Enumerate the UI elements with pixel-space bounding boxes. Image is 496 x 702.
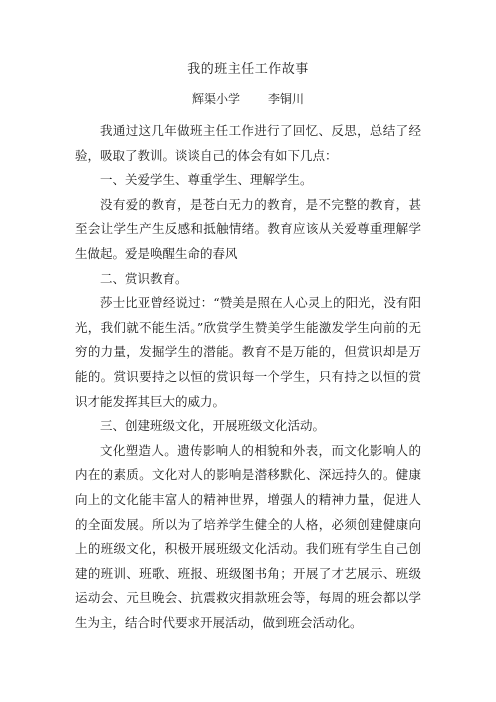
intro-paragraph: 我通过这几年做班主任工作进行了回忆、反思，总结了经验，吸取了教训。谈谈自己的体会有如下几点： <box>75 123 421 163</box>
section-paragraph-1: 没有爱的教育，是苍白无力的教育，是不完整的教育，甚至会让学生产生反感和抵触情绪。教育应该从关爱尊重理解学生做起。爱是唤醒生命的春风 <box>75 196 421 261</box>
section-paragraph-3: 文化塑造人。遗传影响人的相貌和外表，而文化影响人的内在的素质。文化对人的影响是潜移默化、深远持久的。健康向上的文化能丰富人的精神世界，增强人的精神力量，促进人的全面发展。所以为了培养学生健全的人格，必须创建健康向上的班级文化，积极开展班级文化活动。我们班有学生自己创建的班训、班歌、班报、班级图书角；开展了才艺展示、班级运动会、元旦晚会、抗震救灾捐款班会等，每周的班会都以学生为主，结合时代要求开展活动，做到班会活动化。 <box>75 442 421 630</box>
section-heading-2: 二、赏识教育。 <box>100 270 188 286</box>
section-heading-3: 三、创建班级文化，开展班级文化活动。 <box>100 418 326 434</box>
author-name: 李铜川 <box>268 92 305 106</box>
section-heading-1: 一、关爱学生、尊重学生、理解学生。 <box>100 172 313 188</box>
author-school: 辉渠小学 <box>191 92 240 106</box>
section-paragraph-2: 莎士比亚曾经说过：“赞美是照在人心灵上的阳光，没有阳光，我们就不能生活。”欣赏学生赞美学生能激发学生向前的无穷的力量，发掘学生的潜能。教育不是万能的，但赏识却是万能的。赏识要持之以恒的赏识每一个学生，只有持之以恒的赏识才能发挥其巨大的威力。 <box>75 295 421 409</box>
byline <box>75 89 421 109</box>
document-page <box>75 60 421 635</box>
document-title: 我的班主任工作故事 <box>187 62 309 77</box>
